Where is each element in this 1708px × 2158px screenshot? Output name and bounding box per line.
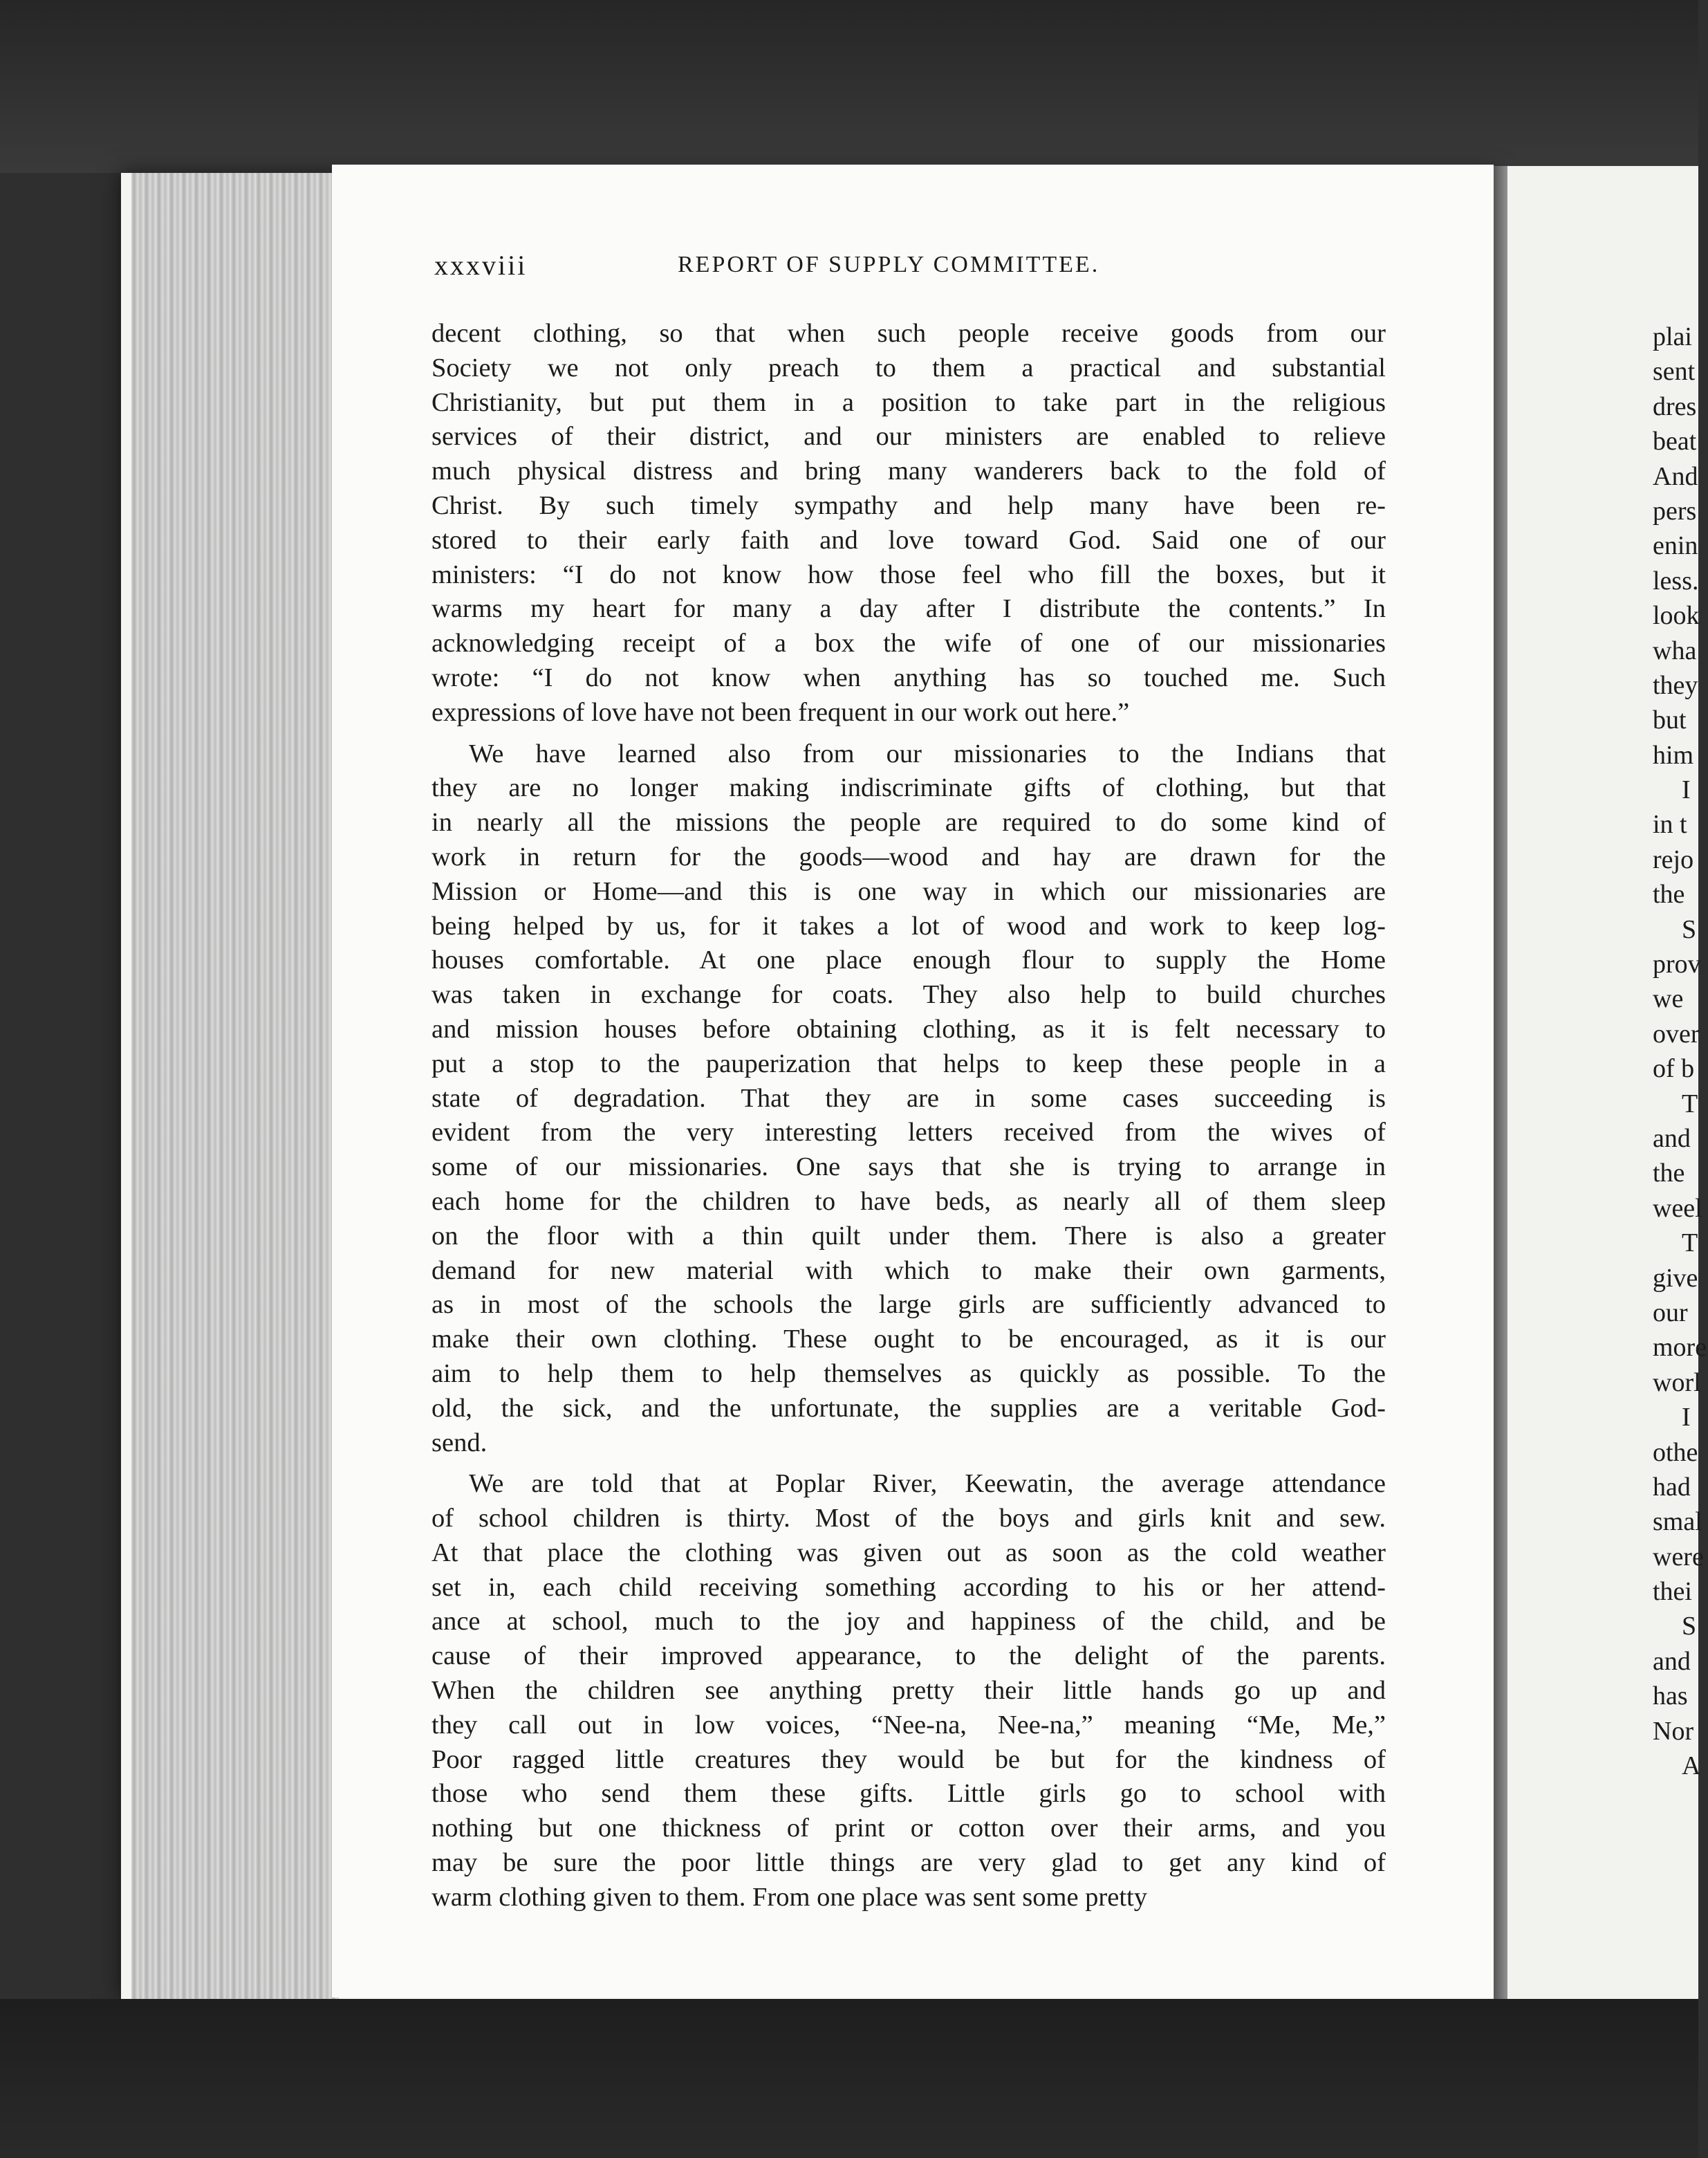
text-line: Christianity, but put them in a position to take part in the religious (431, 387, 1386, 417)
text-line: At that place the clothing was given out as soon as the cold weather (431, 1538, 1386, 1567)
facing-page-fragment: give (1653, 1263, 1698, 1293)
facing-page-fragment: prov (1653, 950, 1701, 979)
page-edges (131, 173, 339, 1999)
text-line: state of degradation. That they are in some cases succeeding is (431, 1083, 1386, 1113)
facing-page-fragment: of b (1653, 1054, 1695, 1084)
paragraph (431, 737, 1386, 1461)
facing-page-fragment: Nor (1653, 1716, 1694, 1746)
facing-page-fragment: smal (1653, 1507, 1702, 1537)
text-line: evident from the very interesting letters received from the wives of (431, 1118, 1386, 1147)
facing-page-fragment: I (1682, 1403, 1691, 1432)
paragraph (431, 1467, 1386, 1915)
facing-page-fragment: wha (1653, 636, 1697, 665)
facing-page-fragment: and (1653, 1123, 1691, 1153)
facing-page-fragment: and (1653, 1646, 1691, 1676)
facing-page-fragment: has (1653, 1681, 1688, 1711)
text-line: Mission or Home—and this is one way in which our missionaries are (431, 876, 1386, 906)
facing-page-fragment: had (1653, 1472, 1691, 1502)
text-line: We have learned also from our missionaries to the Indians that (469, 739, 1386, 768)
text-line: some of our missionaries. One says that she is trying to arrange in (431, 1152, 1386, 1182)
text-line: Christ. By such timely sympathy and help many have been re- (431, 490, 1386, 520)
text-line: much physical distress and bring many wanderers back to the fold of (431, 456, 1386, 486)
page-number: xxxviii (434, 250, 528, 281)
facing-page-fragment: T (1682, 1089, 1698, 1118)
facing-page-fragment: weel (1653, 1193, 1702, 1223)
facing-page-fragment: the (1653, 880, 1685, 910)
text-line: cause of their improved appearance, to the delight of the parents. (431, 1641, 1386, 1671)
facing-page-fragment: And (1653, 461, 1698, 491)
text-line: put a stop to the pauperization that helps to keep these people in a (431, 1049, 1386, 1078)
text-line: We are told that at Poplar River, Keewatin, the average attendance (469, 1469, 1386, 1499)
text-line: being helped by us, for it takes a lot of wood and work to keep log- (431, 911, 1386, 941)
facing-page-fragment: othe (1653, 1437, 1698, 1467)
text-line: on the floor with a thin quilt under them. There is also a greater (431, 1221, 1386, 1251)
text-line: set in, each child receiving something according to his or her attend- (431, 1572, 1386, 1602)
text-line: ministers: “I do not know how those feel who fill the boxes, but it (431, 560, 1386, 589)
facing-page-fragment: S (1682, 914, 1697, 944)
text-line: wrote: “I do not know when anything has so touched me. Such (431, 663, 1386, 692)
paragraph-gap (431, 730, 1386, 737)
facing-page-fragment: plai (1653, 322, 1692, 351)
body-text (431, 317, 1386, 1915)
facing-page-fragment: our (1653, 1298, 1688, 1327)
facing-page-fragment: they (1653, 670, 1698, 700)
text-line: they call out in low voices, “Nee-na, Nee-na,” meaning “Me, Me,” (431, 1710, 1386, 1740)
facing-page-fragment: more (1653, 1333, 1707, 1363)
facing-page-fragment: look (1653, 601, 1700, 631)
text-line: acknowledging receipt of a box the wife of one of our missionaries (431, 629, 1386, 658)
facing-page-fragment: T (1682, 1228, 1698, 1258)
facing-page-fragment: A (1682, 1751, 1701, 1781)
text-line: warm clothing given to them. From one place was sent some pretty (431, 1882, 1147, 1912)
facing-page-fragment: enin (1653, 531, 1698, 561)
scan-background-bottom (0, 1999, 1698, 2158)
text-line: work in return for the goods—wood and hay are drawn for the (431, 842, 1386, 872)
scan-background-top (0, 0, 1698, 173)
text-line: old, the sick, and the unfortunate, the supplies are a veritable God- (431, 1393, 1386, 1423)
text-line: Society we not only preach to them a practical and substantial (431, 353, 1386, 382)
text-line: as in most of the schools the large girls are sufficiently advanced to (431, 1290, 1386, 1320)
facing-page-fragment: were (1653, 1542, 1704, 1571)
facing-page-fragment: beat (1653, 427, 1697, 456)
text-line: houses comfortable. At one place enough flour to supply the Home (431, 946, 1386, 975)
paragraph-gap (431, 1460, 1386, 1467)
text-line: ance at school, much to the joy and happiness of the child, and be (431, 1607, 1386, 1636)
facing-page-text (1653, 320, 1708, 1783)
facing-page-fragment: dres (1653, 391, 1697, 421)
text-line: each home for the children to have beds, as nearly all of them sleep (431, 1186, 1386, 1216)
facing-page-fragment: worl (1653, 1367, 1701, 1397)
page-header (434, 249, 1395, 290)
facing-page-fragment: over (1653, 1019, 1700, 1049)
facing-page-fragment: in t (1653, 810, 1687, 840)
facing-page-fragment: rejo (1653, 845, 1694, 874)
facing-page-fragment: but (1653, 706, 1687, 735)
text-line: warms my heart for many a day after I distribute the contents.” In (431, 594, 1386, 624)
facing-page-fragment: less. (1653, 566, 1699, 596)
facing-page-fragment: I (1682, 775, 1691, 805)
text-line: When the children see anything pretty their little hands go up and (431, 1676, 1386, 1706)
facing-page-fragment: S (1682, 1612, 1697, 1641)
text-line: send. (431, 1428, 488, 1457)
text-line: Poor ragged little creatures they would be but for the kindness of (431, 1744, 1386, 1774)
text-line: demand for new material with which to make their own garments, (431, 1255, 1386, 1285)
text-line: expressions of love have not been frequent in our work out here.” (431, 697, 1130, 727)
text-line: nothing but one thickness of print or cotton over their arms, and you (431, 1814, 1386, 1843)
facing-page-fragment: him (1653, 740, 1694, 770)
text-line: services of their district, and our ministers are enabled to relieve (431, 422, 1386, 452)
facing-page-fragment: the (1653, 1159, 1685, 1188)
text-line: aim to help them to help themselves as quickly as possible. To the (431, 1358, 1386, 1388)
text-line: and mission houses before obtaining clothing, as it is felt necessary to (431, 1014, 1386, 1044)
text-line: of school children is thirty. Most of the boys and girls knit and sew. (431, 1504, 1386, 1533)
facing-page-fragment: sent (1653, 357, 1696, 387)
facing-page-fragment: we (1653, 984, 1684, 1014)
text-line: stored to their early faith and love toward God. Said one of our (431, 525, 1386, 555)
paragraph (431, 317, 1386, 730)
text-line: in nearly all the missions the people are required to do some kind of (431, 808, 1386, 838)
text-line: make their own clothing. These ought to be encouraged, as it is our (431, 1325, 1386, 1354)
facing-page-fragment: pers (1653, 496, 1697, 526)
text-line: decent clothing, so that when such people receive goods from our (431, 319, 1386, 348)
facing-page-fragment: thei (1653, 1577, 1692, 1607)
text-line: was taken in exchange for coats. They also help to build churches (431, 980, 1386, 1010)
text-line: those who send them these gifts. Little girls go to school with (431, 1779, 1386, 1809)
text-line: they are no longer making indiscriminate gifts of clothing, but that (431, 773, 1386, 803)
text-line: may be sure the poor little things are very glad to get any kind of (431, 1848, 1386, 1878)
running-head: REPORT OF SUPPLY COMMITTEE. (678, 252, 1100, 277)
